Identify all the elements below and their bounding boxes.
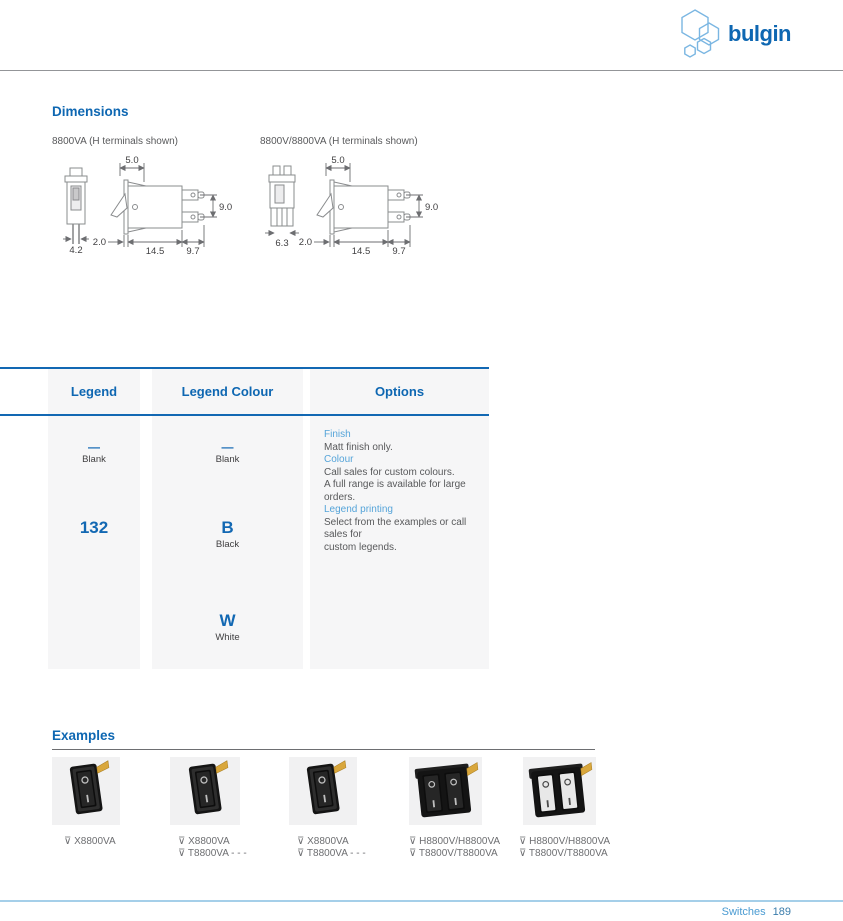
examples-divider [52,749,595,750]
switch-photo-h8800v-black [409,757,482,825]
header-divider [0,70,843,71]
drawing-label-8800v-8800va: 8800V/8800VA (H terminals shown) [260,136,418,147]
legend-blank-option: — Blank [48,442,140,465]
rocker-switch-icon [289,757,357,825]
dim-14-5: 14.5 [351,246,371,257]
dim-2-0: 2.0 [92,237,106,248]
switch-photo-h8800v-white [523,757,596,825]
rocker-switch-icon [52,757,120,825]
option-colour-line: A full range is available for large orders. [324,479,466,503]
example-caption: ⊽ X8800VA ⊽ T8800VA - - - [297,836,366,859]
examples-title: Examples [52,728,116,743]
switch-photo-x8800va-t8800va [170,757,240,825]
dimensions-title: Dimensions [52,104,129,119]
bulgin-logo [668,5,791,63]
switch-photo-x8800va [52,757,120,825]
dim-14-5: 14.5 [145,246,165,257]
option-legend-printing-line: Select from the examples or call sales for [324,516,467,540]
option-legend-printing-title: Legend printing [324,504,393,515]
page-footer [722,906,791,918]
switch-photo-x8800va-t8800va-2 [289,757,357,825]
double-rocker-switch-white-icon [523,757,596,825]
legend-code-132: 132 [79,518,109,537]
column-header-options: Options [310,369,489,414]
legend-colour-column [152,416,303,669]
column-header-legend: Legend [48,369,140,414]
double-rocker-switch-icon [409,757,482,825]
dim-9-7: 9.7 [186,246,200,257]
colour-black-option: B Black [215,518,240,550]
options-column [310,416,489,669]
bulgin-logo-text: bulgin [728,21,791,46]
example-caption: ⊽ H8800V/H8800VA ⊽ T8800V/T8800VA [409,836,501,859]
colour-blank-option: — Blank [152,442,303,465]
option-finish-line: Matt finish only. [324,441,393,453]
footer-section-label: Switches [721,906,766,918]
dim-9-7: 9.7 [392,246,406,257]
footer-divider [0,900,843,902]
option-legend-printing-line: custom legends. [324,541,397,553]
dim-5-0: 5.0 [125,155,139,166]
blank-dash: — [88,440,100,454]
drawing-label-8800va: 8800VA (H terminals shown) [52,136,178,147]
column-header-legend-colour: Legend Colour [152,369,303,414]
dim-9-0: 9.0 [219,202,233,213]
blank-dash: — [221,440,234,454]
dim-9-0: 9.0 [425,202,439,213]
dimension-drawing-8800v-8800va [256,152,451,263]
example-caption: ⊽ H8800V/H8800VA ⊽ T8800V/T8800VA [519,836,611,859]
dim-6-3: 6.3 [275,238,289,249]
dimension-drawing-8800va [50,152,245,263]
option-colour-title: Colour [324,454,354,465]
example-caption: ⊽ X8800VA [64,836,116,847]
colour-white-option: W White [215,611,240,643]
legend-column [48,416,140,669]
bulgin-hexagons-icon [668,5,726,63]
dim-4-2: 4.2 [69,245,83,256]
dim-2-0: 2.0 [298,237,312,248]
option-finish-title: Finish [324,429,351,440]
rocker-switch-icon [170,757,240,825]
example-caption: ⊽ X8800VA ⊽ T8800VA - - - [178,836,247,859]
dim-5-0: 5.0 [331,155,345,166]
footer-page-number: 189 [772,906,791,918]
option-colour-line: Call sales for custom colours. [324,466,455,478]
order-table-header [0,367,489,416]
